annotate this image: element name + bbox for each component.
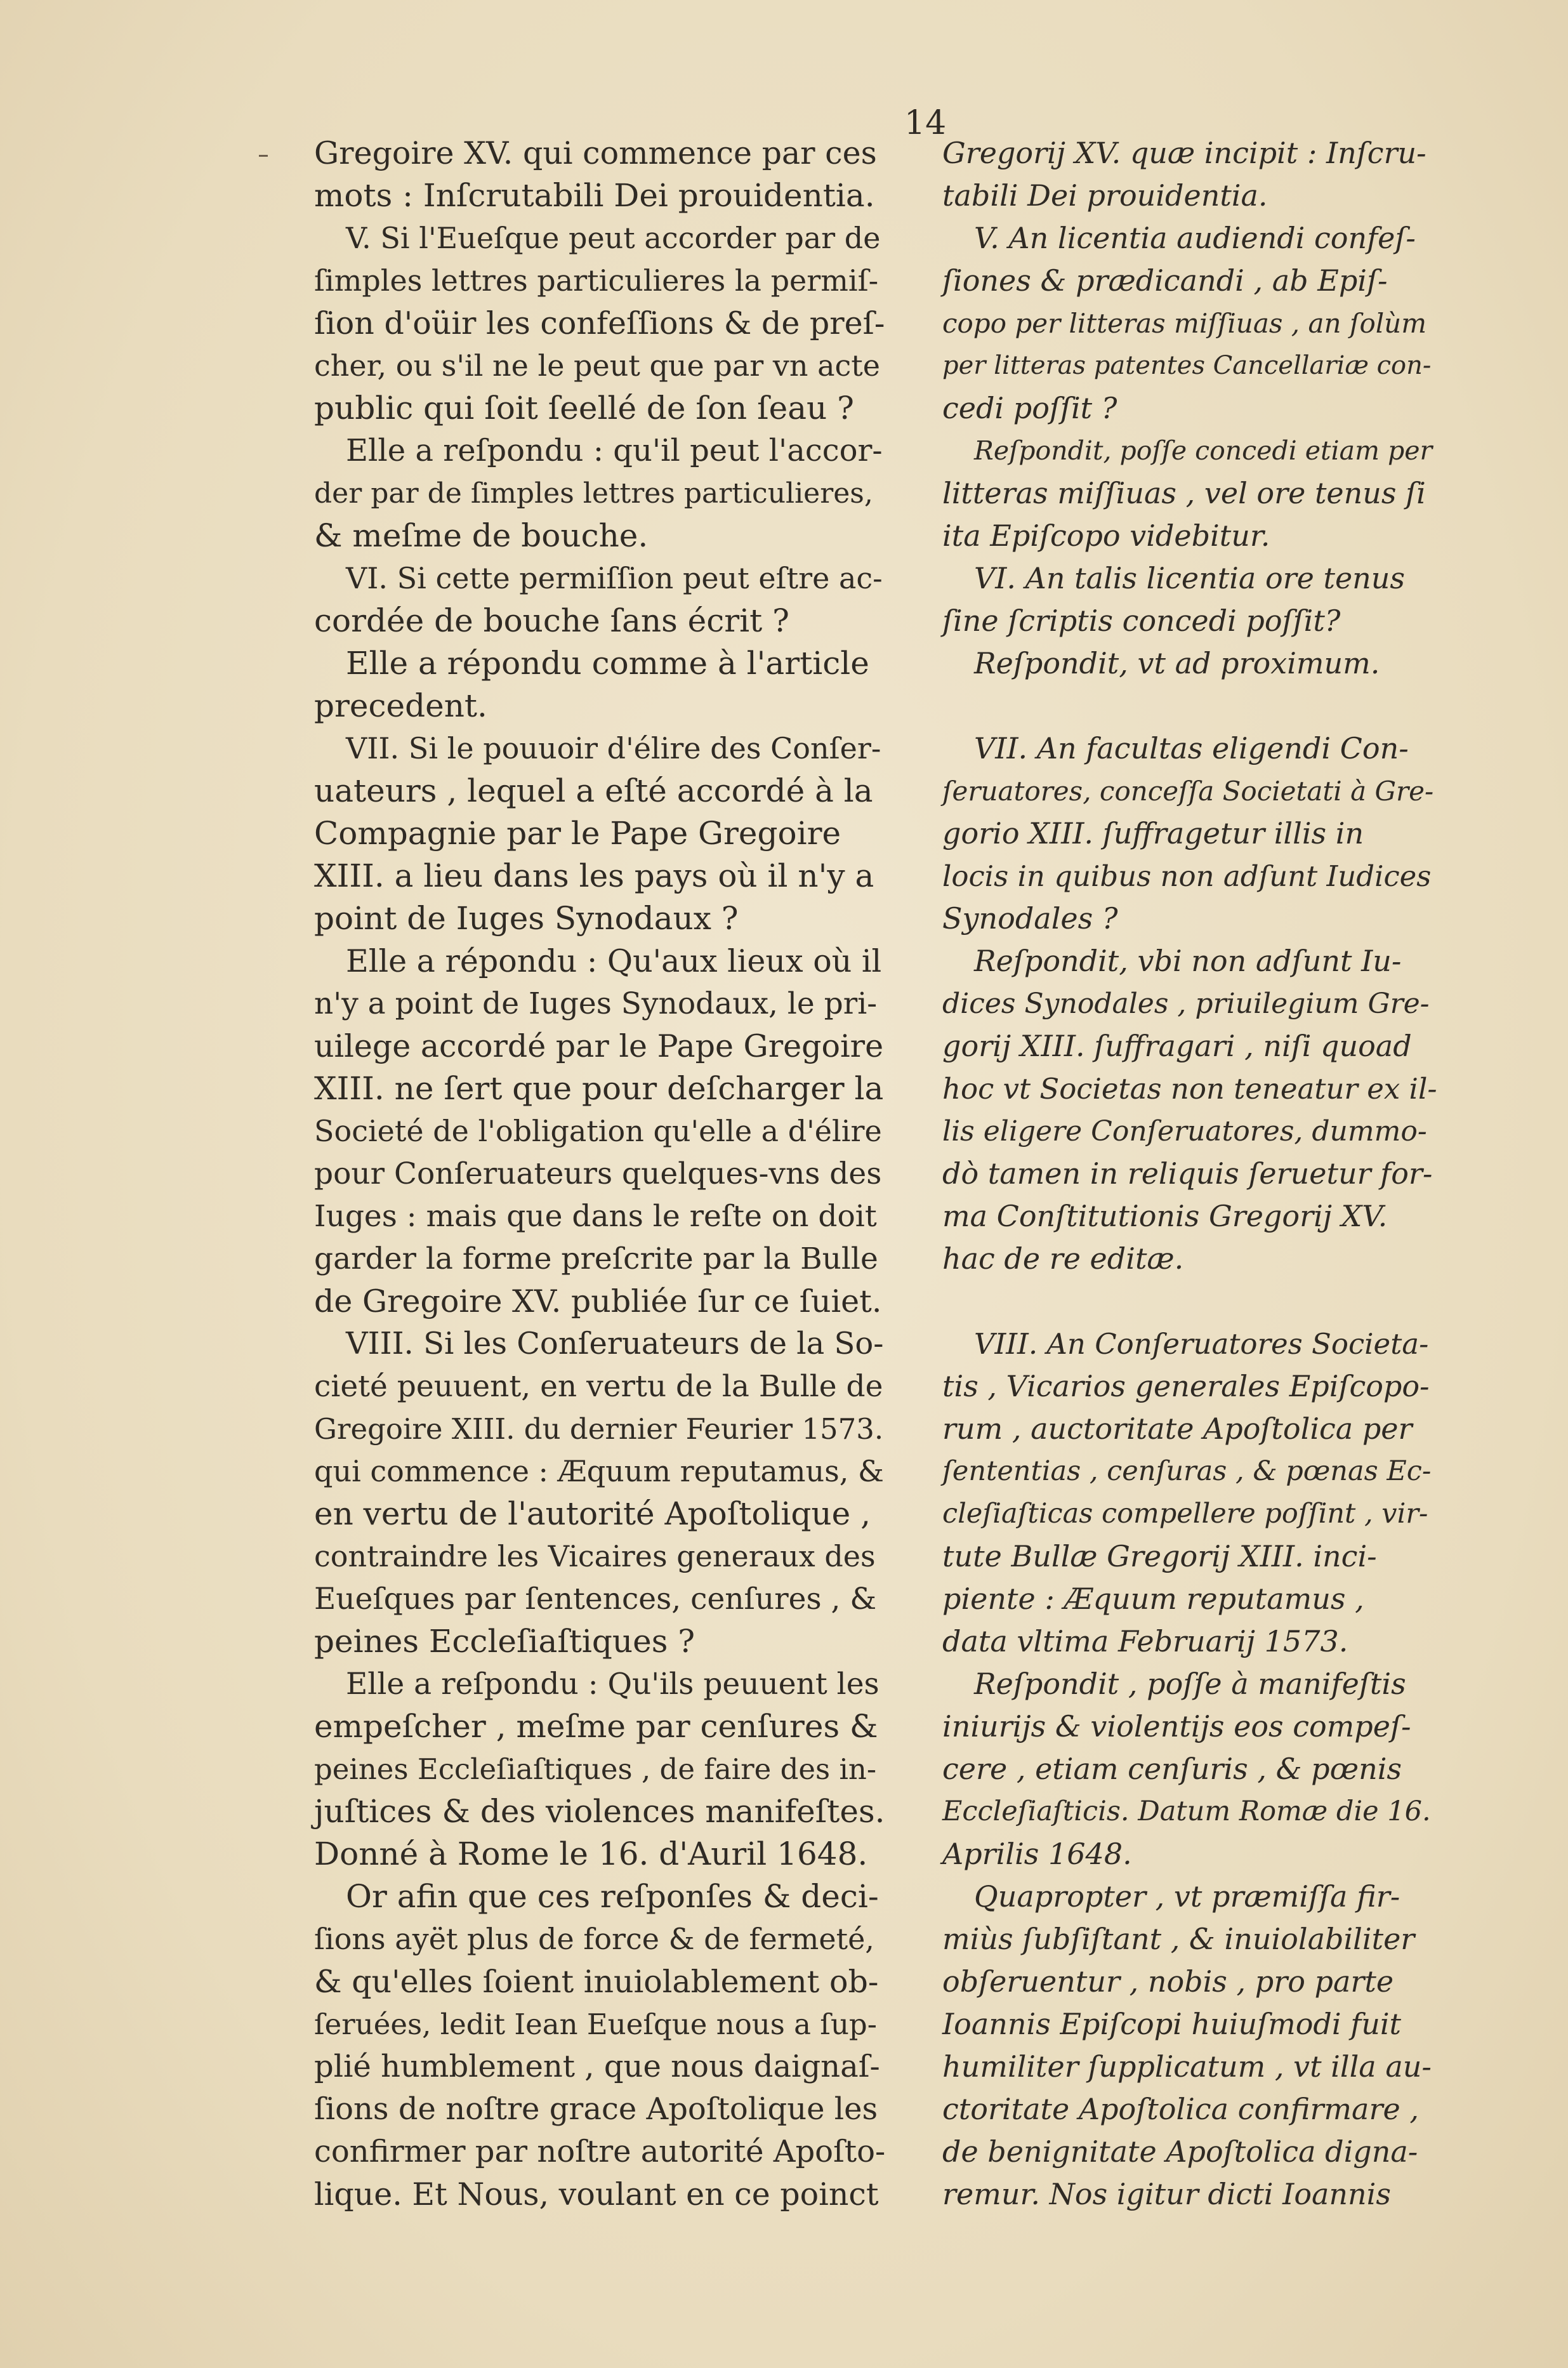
text-line: Quapropter , vt præmiſſa fir- xyxy=(974,1879,1400,1914)
text-line: VIII. Si les Conſeruateurs de la So- xyxy=(346,1326,884,1361)
text-line: de benignitate Apoſtolica digna- xyxy=(942,2134,1418,2169)
text-line: gorio XIII. ſuffragetur illis in xyxy=(942,816,1364,850)
text-line: Gregoire XV. qui commence par ces xyxy=(314,135,877,171)
text-line: V. An licentia audiendi confeſ- xyxy=(974,221,1416,255)
text-line: VIII. An Conſeruatores Societa- xyxy=(974,1327,1429,1361)
text-line: juſtices & des violences manifeſtes. xyxy=(314,1793,885,1830)
text-line: ſions ayët plus de force & de fermeté, xyxy=(314,1922,874,1956)
text-line: gorij XIII. ſuffragari , niſi quoad xyxy=(942,1029,1412,1063)
text-line: ſiones & prædicandi , ab Epiſ- xyxy=(942,263,1388,298)
text-line: ſine ſcriptis concedi poſſit? xyxy=(942,604,1341,638)
text-line: Reſpondit , poſſe à manifeſtis xyxy=(974,1667,1406,1701)
text-line: XIII. a lieu dans les pays où il n'y a xyxy=(314,857,874,894)
text-line: ſion d'oüir les confeſſions & de preſ- xyxy=(314,305,885,341)
text-line: n'y a point de Iuges Synodaux, le pri- xyxy=(314,986,878,1021)
text-line: ſententias , cenſuras , & pœnas Ec- xyxy=(942,1455,1432,1487)
text-line: VI. An talis licentia ore tenus xyxy=(974,561,1406,595)
text-line: copo per litteras miſſiuas , an ſolùm xyxy=(942,308,1427,339)
text-line: de Gregoire XV. publiée ſur ce ſuiet. xyxy=(314,1283,882,1320)
text-line: peines Eccleſiaſtiques , de faire des in- xyxy=(314,1752,877,1786)
text-line: tute Bullæ Gregorij XIII. inci- xyxy=(942,1539,1377,1573)
text-line: ma Conſtitutionis Gregorij XV. xyxy=(942,1199,1388,1233)
text-line: qui commence : Æquum reputamus, & xyxy=(314,1454,884,1488)
text-line: cere , etiam cenſuris , & pœnis xyxy=(942,1752,1402,1786)
text-line: per litteras patentes Cancellariæ con- xyxy=(942,351,1432,380)
text-line: hac de re editæ. xyxy=(942,1241,1184,1276)
text-line: VII. Si le pouuoir d'élire des Conſer- xyxy=(346,731,881,765)
text-line: ſimples lettres particulieres la permiſ- xyxy=(314,263,879,298)
text-line: ita Epiſcopo videbitur. xyxy=(942,519,1270,553)
text-line: uateurs , lequel a eſté accordé à la xyxy=(314,772,873,809)
text-line: confirmer par noſtre autorité Apoſto- xyxy=(314,2134,886,2169)
text-line: uilege accordé par le Pape Gregoire xyxy=(314,1028,884,1064)
text-line: Eccleſiaſticis. Datum Romæ die 16. xyxy=(942,1796,1431,1827)
page-number: 14 xyxy=(904,104,947,142)
text-line: cieté peuuent, en vertu de la Bulle de xyxy=(314,1369,883,1404)
text-line: litteras miſſiuas , vel ore tenus ſi xyxy=(942,476,1426,510)
text-line: Donné à Rome le 16. d'Auril 1648. xyxy=(314,1836,868,1872)
text-line: Societé de l'obligation qu'elle a d'élire xyxy=(314,1114,882,1148)
text-line: & qu'elles ſoient inuiolablement ob- xyxy=(314,1964,879,2000)
text-line: point de Iuges Synodaux ? xyxy=(314,900,739,937)
text-line: lis eligere Conſeruatores, dummo- xyxy=(942,1115,1427,1148)
text-line: ctoritate Apoſtolica confirmare , xyxy=(942,2092,1419,2126)
french-text-column xyxy=(314,132,885,2216)
text-line: cher, ou s'il ne le peut que par vn acte xyxy=(314,348,880,383)
text-line: ſions de noſtre grace Apoſtolique les xyxy=(314,2091,878,2127)
text-line: contraindre les Vicaires generaux des xyxy=(314,1539,876,1573)
text-line: en vertu de l'autorité Apoſtolique , xyxy=(314,1495,871,1532)
text-line: VII. An facultas eligendi Con- xyxy=(974,731,1409,765)
blank-line xyxy=(942,1280,1437,1323)
text-line: Reſpondit, vbi non adſunt Iu- xyxy=(974,944,1402,978)
text-line: rum , auctoritate Apoſtolica per xyxy=(942,1412,1413,1446)
text-line: empeſcher , meſme par cenſures & xyxy=(314,1708,878,1745)
text-line: dices Synodales , priuilegium Gre- xyxy=(942,988,1430,1020)
text-line: iniurijs & violentijs eos compeſ- xyxy=(942,1709,1411,1743)
text-line: V. Si l'Eueſque peut accorder par de xyxy=(346,221,881,255)
text-line: miùs ſubſiſtant , & inuiolabiliter xyxy=(942,1922,1415,1956)
text-line: Elle a répondu comme à l'article xyxy=(346,645,869,682)
text-line: ſeruatores, conceſſa Societati à Gre- xyxy=(942,776,1434,807)
text-line: data vltima Februarij 1573. xyxy=(942,1624,1348,1658)
text-line: plié humblement , que nous daignaſ- xyxy=(314,2049,880,2084)
text-line: peines Eccleſiaſtiques ? xyxy=(314,1623,695,1660)
text-line: piente : Æquum reputamus , xyxy=(942,1582,1364,1616)
text-line: Reſpondit, vt ad proximum. xyxy=(974,646,1380,680)
text-line: hoc vt Societas non teneatur ex il- xyxy=(942,1072,1437,1106)
text-line: garder la forme preſcrite par la Bulle xyxy=(314,1241,878,1276)
text-line: Aprilis 1648. xyxy=(942,1837,1132,1871)
text-line: Elle a reſpondu : Qu'ils peuuent les xyxy=(346,1667,880,1702)
text-line: Elle a répondu : Qu'aux lieux où il xyxy=(346,943,882,979)
text-line: remur. Nos igitur dicti Ioannis xyxy=(942,2177,1392,2211)
text-line: cedi poſſit ? xyxy=(942,391,1117,425)
text-line: pour Conſeruateurs quelques-vns des xyxy=(314,1156,882,1191)
text-line: ſeruées, ledit Iean Eueſque nous a ſup- xyxy=(314,2008,877,2041)
text-line: humiliter ſupplicatum , vt illa au- xyxy=(942,2049,1432,2084)
text-line: VI. Si cette permiſſion peut eſtre ac- xyxy=(346,561,883,595)
text-line: cleſiaſticas compellere poſſint , vir- xyxy=(942,1498,1428,1530)
text-line: Synodales ? xyxy=(942,901,1118,936)
text-line: Compagnie par le Pape Gregoire xyxy=(314,815,841,852)
latin-text-column xyxy=(942,132,1437,2216)
text-line: cordée de bouche ſans écrit ? xyxy=(314,602,789,639)
text-line: Reſpondit, poſſe concedi etiam per xyxy=(974,435,1433,466)
blank-line xyxy=(942,685,1437,727)
text-line: public qui ſoit ſeellé de ſon ſeau ? xyxy=(314,390,854,427)
text-line: tabili Dei prouidentia. xyxy=(942,178,1268,213)
text-line: obſeruentur , nobis , pro parte xyxy=(942,1964,1394,1999)
text-line: locis in quibus non adſunt Iudices xyxy=(942,859,1432,893)
text-line: dò tamen in reliquis ſeruetur for- xyxy=(942,1156,1433,1191)
text-line: tis , Vicarios generales Epiſcopo- xyxy=(942,1369,1430,1403)
text-line: Elle a reſpondu : qu'il peut l'accor- xyxy=(346,433,883,468)
margin-mark xyxy=(259,155,268,157)
text-line: mots : Inſcrutabili Dei prouidentia. xyxy=(314,177,875,214)
text-line: Eueſques par ſentences, cenſures , & xyxy=(314,1582,877,1617)
text-line: Or afin que ces reſponſes & deci- xyxy=(346,1878,879,1915)
text-line: precedent. xyxy=(314,687,487,724)
text-line: Ioannis Epiſcopi huiuſmodi fuit xyxy=(942,2007,1402,2041)
text-line: Iuges : mais que dans le reſte on doit xyxy=(314,1199,877,1234)
text-line: XIII. ne ſert que pour deſcharger la xyxy=(314,1070,884,1107)
text-line: Gregoire XIII. du dernier Feurier 1573. xyxy=(314,1412,884,1446)
text-line: Gregorij XV. quæ incipit : Inſcru- xyxy=(942,136,1426,170)
text-line: & meſme de bouche. xyxy=(314,517,649,554)
text-line: lique. Et Nous, voulant en ce poinct xyxy=(314,2176,879,2213)
text-line: der par de ſimples lettres particulieres, xyxy=(314,477,873,510)
